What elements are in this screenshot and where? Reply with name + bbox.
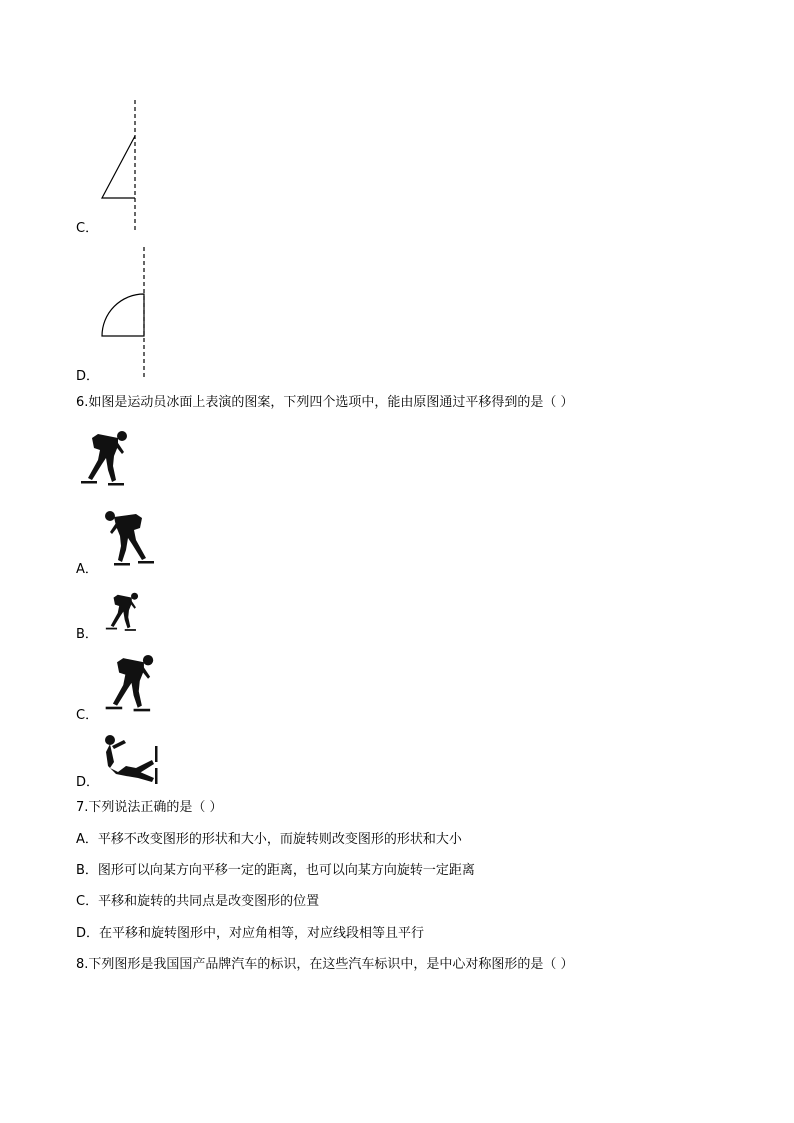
q6-option-b-label[interactable]: B．	[76, 627, 98, 642]
q8-question-text: 8.下列图形是我国国产品牌汽车的标识，在这些汽车标识中，是中心对称图形的是（ ）	[76, 957, 574, 972]
q5-option-c-triangle-figure	[95, 98, 145, 234]
q7-option-c[interactable]: C．平移和旋转的共同点是改变图形的位置	[76, 894, 320, 909]
q6-original-skater-figure	[78, 430, 133, 490]
q7-option-b[interactable]: B．图形可以向某方向平移一定的距离，也可以向某方向旋转一定距离	[76, 863, 475, 878]
q6-option-b-skater-figure[interactable]	[102, 592, 144, 634]
q6-question-text: 6.如图是运动员冰面上表演的图案，下列四个选项中，能由原图通过平移得到的是（ ）	[76, 395, 574, 410]
q5-option-d-quarter-circle-figure	[95, 245, 150, 381]
q7-option-a[interactable]: A．平移不改变图形的形状和大小，而旋转则改变图形的形状和大小	[76, 832, 462, 847]
q7-option-d[interactable]: D．在平移和旋转图形中，对应角相等，对应线段相等且平行	[76, 926, 425, 941]
q5-option-c-label[interactable]: C．	[76, 221, 99, 236]
q6-option-d-label[interactable]: D．	[76, 775, 100, 790]
q6-option-a-label[interactable]: A．	[76, 562, 98, 577]
q6-option-d-skater-figure[interactable]	[102, 732, 162, 784]
q6-option-c-label[interactable]: C．	[76, 708, 99, 723]
q6-option-c-skater-figure[interactable]	[102, 654, 160, 716]
q7-question-text: 7.下列说法正确的是（ ）	[76, 800, 223, 815]
q5-option-d-label[interactable]: D．	[76, 369, 100, 384]
q6-option-a-skater-figure[interactable]	[102, 508, 162, 570]
